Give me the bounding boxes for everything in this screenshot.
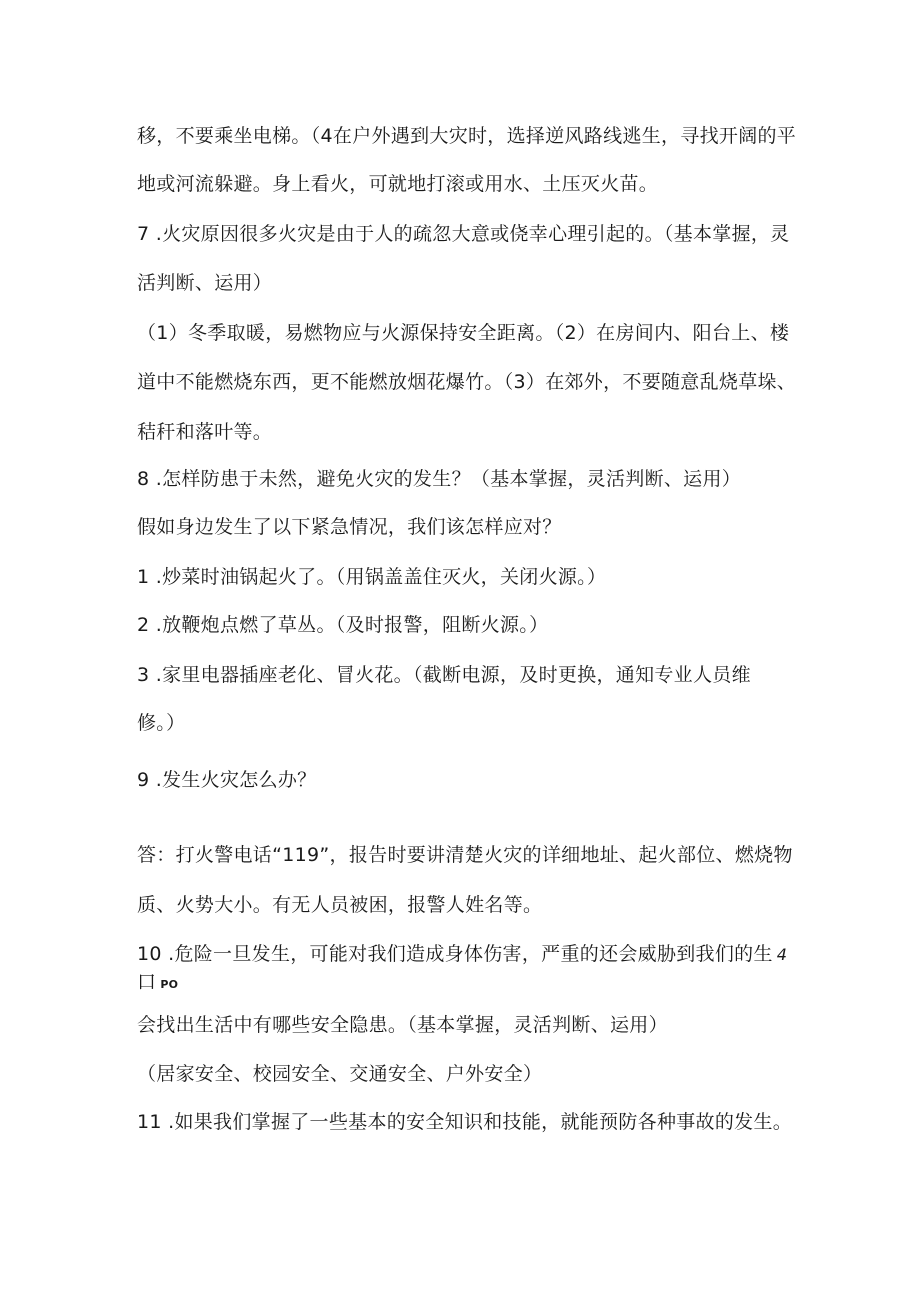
- text-line-18-body: 口: [137, 971, 157, 993]
- text-line-9: 假如身边发生了以下紧急情况，我们该怎样应对？: [137, 516, 562, 538]
- text-line-16: 质、火势大小。有无人员被困，报警人姓名等。: [137, 894, 543, 916]
- text-line-4: 活判断、运用）: [137, 272, 273, 294]
- text-line-13: 修。）: [137, 712, 186, 734]
- text-line-19: 会找出生活中有哪些安全隐患。（基本掌握，灵活判断、运用）: [137, 1014, 668, 1036]
- text-line-10: 1 .炒菜时油锅起火了。（用锅盖盖住灭火，关闭火源。）: [137, 566, 607, 588]
- text-line-11: 2 .放鞭炮点燃了草丛。（及时报警，阻断火源。）: [137, 614, 549, 636]
- text-line-18: [137, 970, 178, 997]
- text-line-7: 秸秆和落叶等。: [137, 421, 273, 443]
- text-line-21: 11 .如果我们掌握了一些基本的安全知识和技能，就能预防各种事故的发生。: [137, 1111, 793, 1133]
- tail-mark-4: 4: [776, 945, 788, 964]
- text-line-17-body: 10 .危险一旦发生，可能对我们造成身体伤害，严重的还会威胁到我们的生: [137, 943, 773, 965]
- text-line-17: [137, 942, 787, 967]
- text-line-6: 道中不能燃烧东西，更不能燃放烟花爆竹。（3）在郊外，不要随意乱烧草垛、: [137, 371, 797, 393]
- text-line-12: 3 .家里电器插座老化、冒火花。（截断电源，及时更换，通知专业人员维: [137, 664, 751, 686]
- text-line-20: （居家安全、校园安全、交通安全、户外安全）: [137, 1063, 543, 1085]
- text-line-15: 答：打火警电话“119”，报告时要讲清楚火灾的详细地址、起火部位、燃烧物: [137, 844, 793, 866]
- text-line-8: 8 .怎样防患于未然，避免火灾的发生？（基本掌握，灵活判断、运用）: [137, 468, 742, 490]
- text-line-14: 9 .发生火灾怎么办？: [137, 769, 317, 791]
- text-line-3: 7 .火灾原因很多火灾是由于人的疏忽大意或侥幸心理引起的。（基本掌握，灵: [137, 223, 790, 245]
- text-line-2: 地或河流躲避。身上看火，可就地打滚或用水、土压灭火苗。: [137, 173, 659, 195]
- tail-mark-po: PO: [160, 978, 179, 991]
- text-line-5: （1）冬季取暖，易燃物应与火源保持安全距离。（2）在房间内、阳台上、楼: [137, 322, 790, 344]
- text-line-1: 移，不要乘坐电梯。（4在户外遇到大灾时，选择逆风路线逃生，寻找开阔的平: [137, 125, 797, 147]
